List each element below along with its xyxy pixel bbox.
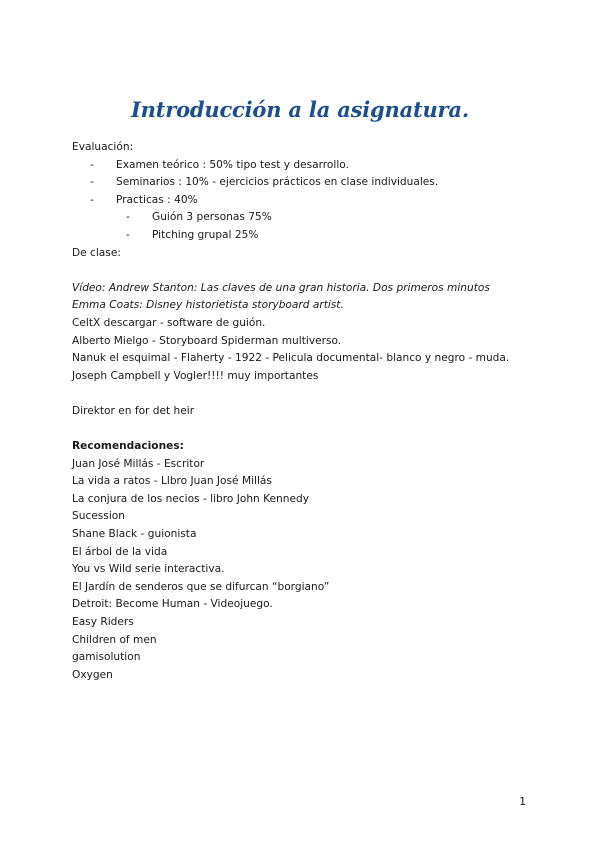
- sub-list-item: [72, 227, 542, 245]
- list-item: [72, 192, 542, 210]
- recommendation-item: Detroit: Become Human - Videojuego.: [72, 598, 273, 611]
- recommendation-item: Sucession: [72, 510, 125, 523]
- recommendation-item: Oxygen: [72, 668, 113, 681]
- bullet-dash: -: [126, 228, 130, 241]
- reference-line: Vídeo: Andrew Stanton: Las claves de una gran historia. Dos primeros minutos: [72, 281, 490, 294]
- bullet-dash: -: [90, 176, 94, 189]
- list-item-text: Seminarios : 10% - ejercicios prácticos en clase individuales.: [116, 176, 439, 189]
- evaluation-heading: Evaluación:: [72, 141, 134, 153]
- bullet-dash: -: [126, 211, 130, 224]
- recommendation-item: La conjura de los necios - libro John Kennedy: [72, 492, 309, 505]
- spacer: [72, 385, 542, 403]
- sub-list-item-text: Pitching grupal 25%: [152, 228, 259, 241]
- reference-line: Emma Coats: Disney historietista storyboard artist.: [72, 299, 344, 312]
- bullet-dash: -: [90, 193, 94, 206]
- recommendation-item: El árbol de la vida: [72, 545, 168, 558]
- spacer: [72, 262, 542, 280]
- reference-line: Nanuk el esquimal - Flaherty - 1922 - Pelicula documental- blanco y negro - muda.: [72, 352, 510, 365]
- document-body: [72, 139, 542, 684]
- de-clase-heading: De clase:: [72, 246, 121, 259]
- list-item-text: Examen teórico : 50% tipo test y desarrollo.: [116, 158, 349, 171]
- list-item: [72, 157, 542, 175]
- list-item: [72, 174, 542, 192]
- sub-list-item: [72, 209, 542, 227]
- reference-line: Joseph Campbell y Vogler!!!! muy importantes: [72, 369, 319, 382]
- recommendation-item: El Jardín de senderos que se difurcan “borgiano”: [72, 580, 330, 593]
- recommendation-item: Juan José Millás - Escritor: [72, 457, 205, 470]
- recommendation-item: Children of men: [72, 633, 157, 646]
- reference-line: CeltX descargar - software de guión.: [72, 316, 266, 329]
- spacer: [72, 421, 542, 439]
- recommendation-item: La vida a ratos - Llbro Juan José Millás: [72, 475, 272, 488]
- page-title: Introducción a la asignatura.: [131, 97, 469, 122]
- bullet-dash: -: [90, 158, 94, 171]
- recommendation-item: gamisolution: [72, 651, 141, 664]
- recommendation-item: You vs Wild serie interactiva.: [72, 563, 225, 576]
- recommendation-item: Shane Black - guionista: [72, 528, 197, 541]
- reference-line: Alberto Mielgo - Storyboard Spiderman multiverso.: [72, 334, 342, 347]
- recommendations-heading: Recomendaciones:: [72, 440, 184, 453]
- direktor-line: Direktor en for det heir: [72, 404, 195, 417]
- recommendation-item: Easy Riders: [72, 616, 134, 629]
- sub-list-item-text: Guión 3 personas 75%: [152, 211, 272, 224]
- list-item-text: Practicas : 40%: [116, 193, 198, 206]
- page-number: 1: [519, 796, 526, 808]
